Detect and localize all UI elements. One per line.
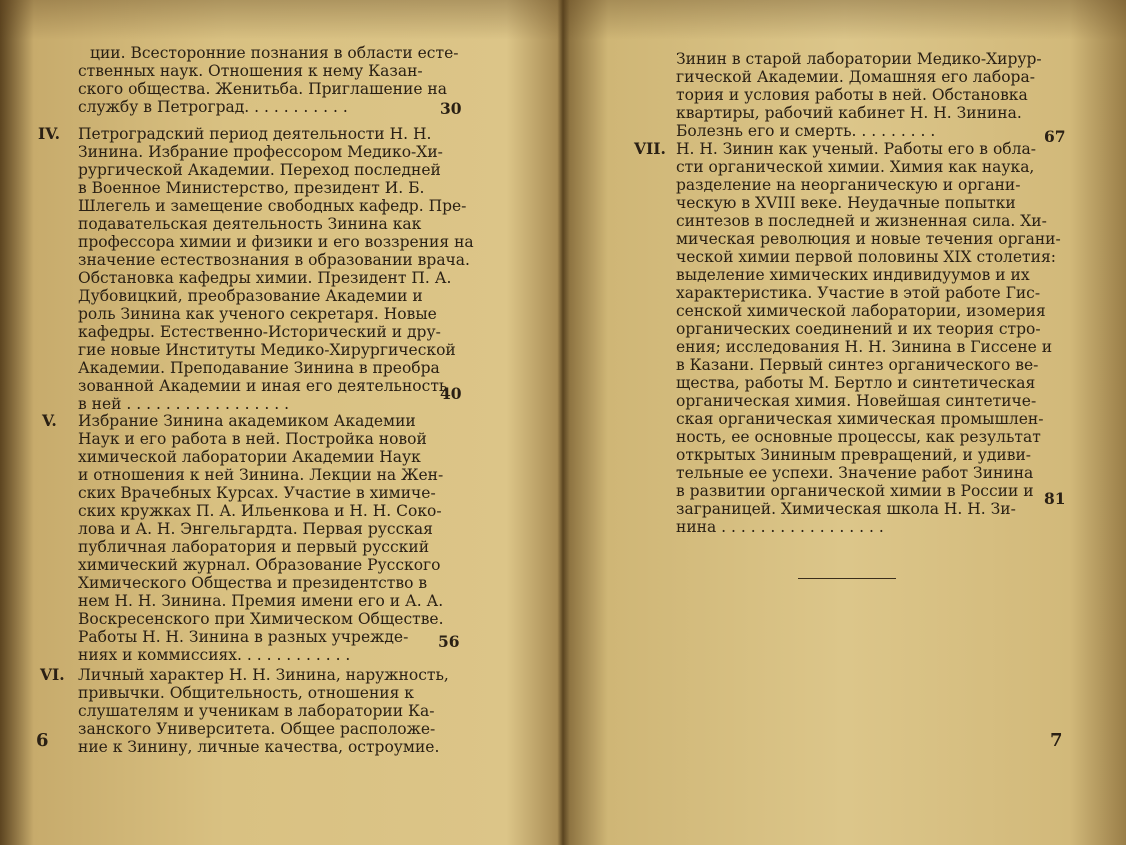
toc-line: Наук и его работа в ней. Постройка новой: [78, 430, 427, 448]
toc-line: Н. Н. Зинин как ученый. Работы его в обла-: [676, 140, 1036, 158]
toc-line: квартиры, рабочий кабинет Н. Н. Зинина.: [676, 104, 1022, 122]
toc-line: нем Н. Н. Зинина. Премия имени его и А. А.: [78, 592, 444, 610]
toc-line: тельные ее успехи. Значение работ Зинина: [676, 464, 1034, 482]
toc-line: ции. Всесторонние познания в области есте-: [90, 44, 459, 62]
toc-line: ние к Зинину, личные качества, остроумие.: [78, 738, 440, 756]
toc-line: химический журнал. Образование Русского: [78, 556, 441, 574]
chapter-numeral: VI.: [40, 665, 65, 684]
toc-line: выделение химических индивидуумов и их: [676, 266, 1030, 284]
toc-line: профессора химии и физики и его воззрения на: [78, 233, 474, 251]
toc-line: Академии. Преподавание Зинина в преобра: [78, 359, 440, 377]
toc-line: зованной Академии и иная его деятельность: [78, 377, 448, 395]
toc-line: Личный характер Н. Н. Зинина, наружность,: [78, 666, 449, 684]
toc-line: ения; исследования Н. Н. Зинина в Гиссене и: [676, 338, 1053, 356]
page-reference: 40: [440, 384, 462, 403]
right-page: [540, 0, 1126, 845]
toc-line: Обстановка кафедры химии. Президент П. А.: [78, 269, 452, 287]
toc-line: службу в Петроград. . . . . . . . . . .: [78, 98, 348, 116]
toc-line: лова и А. Н. Энгельгардта. Первая русская: [78, 520, 433, 538]
toc-line: Воскресенского при Химическом Обществе.: [78, 610, 444, 628]
toc-line: заграницей. Химическая школа Н. Н. Зи-: [676, 500, 1016, 518]
toc-line: ственных наук. Отношения к нему Казан-: [78, 62, 423, 80]
toc-line: Петроградский период деятельности Н. Н.: [78, 125, 432, 143]
left-page: [0, 0, 540, 845]
toc-line: Работы Н. Н. Зинина в разных учрежде-: [78, 628, 409, 646]
toc-line: сенской химической лаборатории, изомерия: [676, 302, 1046, 320]
toc-line: синтезов в последней и жизненная сила. Хи-: [676, 212, 1047, 230]
toc-line: в Военное Министерство, президент И. Б.: [78, 179, 425, 197]
toc-line: роль Зинина как ученого секретаря. Новые: [78, 305, 437, 323]
toc-line: в ней . . . . . . . . . . . . . . . . .: [78, 395, 290, 413]
chapter-numeral: IV.: [38, 124, 60, 143]
chapter-numeral: VII.: [634, 139, 666, 158]
toc-line: в Казани. Первый синтез органического ве-: [676, 356, 1039, 374]
toc-line: мическая революция и новые течения органи-: [676, 230, 1061, 248]
page-reference: 56: [438, 632, 460, 651]
toc-line: открытых Зининым превращений, и удиви-: [676, 446, 1032, 464]
toc-line: подавательская деятельность Зинина как: [78, 215, 422, 233]
page-reference: 67: [1044, 127, 1066, 146]
page-shadow: [0, 0, 540, 40]
toc-line: органическая химия. Новейшая синтетиче-: [676, 392, 1037, 410]
toc-line: тория и условия работы в ней. Обстановка: [676, 86, 1028, 104]
toc-line: рургической Академии. Переход последней: [78, 161, 441, 179]
page-shadow: [540, 0, 1126, 40]
toc-line: Болезнь его и смерть. . . . . . . . .: [676, 122, 936, 140]
toc-line: кафедры. Естественно-Исторический и дру-: [78, 323, 441, 341]
toc-line: привычки. Общительность, отношения к: [78, 684, 414, 702]
toc-line: химической лаборатории Академии Наук: [78, 448, 421, 466]
page-number: 7: [1050, 730, 1063, 751]
toc-line: ская органическая химическая промышлен-: [676, 410, 1044, 428]
page-reference: 30: [440, 99, 462, 118]
toc-line: слушателям и ученикам в лаборатории Ка-: [78, 702, 435, 720]
toc-line: Зинин в старой лаборатории Медико-Хирур-: [676, 50, 1042, 68]
toc-line: характеристика. Участие в этой работе Гис-: [676, 284, 1041, 302]
toc-line: гической Академии. Домашняя его лабора-: [676, 68, 1035, 86]
toc-line: в развитии органической химии в России и: [676, 482, 1034, 500]
toc-line: ских кружках П. А. Ильенкова и Н. Н. Соко-: [78, 502, 442, 520]
page-number: 6: [36, 730, 49, 751]
toc-line: ческую в XVIII веке. Неудачные попытки: [676, 194, 1016, 212]
toc-line: Зинина. Избрание профессором Медико-Хи-: [78, 143, 443, 161]
toc-line: гие новые Институты Медико-Хирургической: [78, 341, 456, 359]
toc-line: щества, работы М. Бертло и синтетическая: [676, 374, 1036, 392]
toc-line: ческой химии первой половины XIX столетия:: [676, 248, 1056, 266]
toc-line: органических соединений и их теория стро-: [676, 320, 1041, 338]
toc-line: Дубовицкий, преобразование Академии и: [78, 287, 423, 305]
page-reference: 81: [1044, 489, 1066, 508]
chapter-numeral: V.: [42, 411, 57, 430]
toc-line: Избрание Зинина академиком Академии: [78, 412, 416, 430]
toc-line: ниях и коммиссиях. . . . . . . . . . . .: [78, 646, 351, 664]
toc-line: ских Врачебных Курсах. Участие в химиче-: [78, 484, 436, 502]
toc-line: Шлегель и замещение свободных кафедр. Пре-: [78, 197, 467, 215]
toc-line: ского общества. Женитьба. Приглашение на: [78, 80, 447, 98]
toc-line: значение естествознания в образовании врача.: [78, 251, 470, 269]
toc-line: сти органической химии. Химия как наука,: [676, 158, 1035, 176]
toc-line: разделение на неорганическую и органи-: [676, 176, 1021, 194]
toc-line: публичная лаборатория и первый русский: [78, 538, 430, 556]
toc-line: и отношения к ней Зинина. Лекции на Жен-: [78, 466, 444, 484]
end-rule: [798, 578, 896, 579]
toc-line: нина . . . . . . . . . . . . . . . . .: [676, 518, 884, 536]
toc-line: ность, ее основные процессы, как результат: [676, 428, 1041, 446]
toc-line: Химического Общества и президентство в: [78, 574, 428, 592]
toc-line: занского Университета. Общее расположе-: [78, 720, 436, 738]
